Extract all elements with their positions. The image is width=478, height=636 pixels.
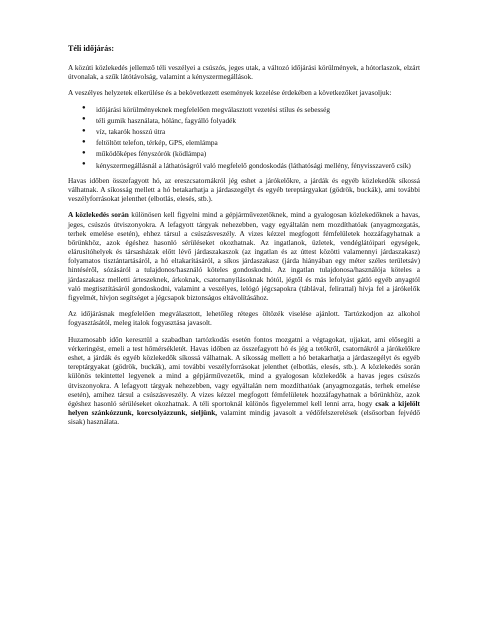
page-title: Téli időjárás: bbox=[68, 44, 114, 53]
outdoor-paragraph bbox=[68, 335, 420, 427]
bullet-icon: ● bbox=[82, 161, 86, 168]
list-item: ● kényszermegállásnál a láthatóságról való megfelelő gondoskodás (láthatósági mellény, fényvisszaverő csík) bbox=[82, 160, 411, 170]
snow-hazard-paragraph: Havas időben összefagyott hó, az ereszcsatornákról jég eshet a járókelőkre, a járdák és egyéb közlekedők síkossá válhatnak. A síkosság mellett a hó betakarhatja a járdaszegélyt és egyéb tereptárgyakat (gödrök, buckák), ami további veszélyforrásokat jelenthet (elbotlás, elesés, stb.). bbox=[68, 175, 420, 204]
list-item: ● téli gumik használata, hólánc, fagyálló folyadék bbox=[82, 115, 237, 125]
bullet-icon: ● bbox=[82, 127, 86, 134]
recommendation-list bbox=[68, 105, 420, 170]
traffic-paragraph bbox=[68, 210, 420, 302]
recommendation-paragraph: A veszélyes helyzetek elkerülése és a bekövetkezett események kezelése érdekében a következőket javasoljuk: bbox=[68, 88, 392, 98]
clothing-paragraph: Az időjárásnak megfelelően megválasztott, lehetőleg réteges öltözék viselése ajánlott. Tartózkodjon az alkohol fogyasztásától, meleg italok fogyasztása javasolt. bbox=[68, 309, 420, 328]
traffic-text: különösen kell figyelni mind a gépjárművezetőknek, mind a gyalogosan közlekedőknek a havas, jeges, csúszós útviszonyokra. A lefagyott tárgyak nehezebben, vagy egyáltalán nem mozdíthatóak (anyagmozgatás, terhek emelése esetén), ehhez társul a csúszásveszély. A vizes kézzel megfogott fémfelületek hozzáfagyhatnak a bőrünkhöz, azok égéshez hasonló sérüléseket okozhatnak. Az ingatlanok, üzletek, vendéglátóipari egységek, elárusítóhelyek és társasházak előtt lévő járdaszakaszok (az ingatlan és az úttest közötti valamennyi járdaszakasz) folyamatos tisztántartásáról, a hó eltakarításáról, a síkos járdaszakasz (járda hiányában egy méter széles területsáv) hintéséről, sózásáról a tulajdonos/használó köteles gondoskodni. Az ingatlan tulajdonosa/használója köteles a járdaszakasz melletti árteszeknek, árkoknak, csatornanyílásoknak hótól, jégtől és más lefolyást gátló egyéb anyagtól való megtisztításáról gondoskodni, valamint a veszélyes, lelógó jégcsapokra (táblával, felirattal) hívja fel a járókelők figyelmét, hívjon segítséget a jégcsapok biztonságos eltávolításához. bbox=[68, 210, 420, 303]
bullet-icon: ● bbox=[82, 105, 86, 112]
list-item: ● feltöltött telefon, térkép, GPS, elemlámpa bbox=[82, 138, 218, 148]
outdoor-text: Huzamosabb időn keresztül a szabadban tartózkodás esetén fontos mozgatni a végtagokat, ujjakat, ami elősegíti a vérkeringést, emeli a test hőmérsékletét. Havas időben az összefagyott hó és jég a tetőkről, csatornákról a járókelőkre eshet, a járdák és egyéb közlekedők síkossá válhatnak. A síkosság mellett a hó betakarhatja a járdaszegélyt és egyéb tereptárgyakat (gödrök, buckák), ami további veszélyforrásokat jelenthet (elbotlás, elesés, stb.). A közlekedés során különös tekintettel legyenek a mind a gépjárművezetők, mind a gyalogosan közlekedők a havas jeges csúszós útviszonyokra. A lefagyott tárgyak nehezebben, vagy egyáltalán nem mozdíthatóak (anyagmozgatás, terhek emelése esetén), amihez társul a csúszásveszély. A vizes kézzel megfogott fémfelületek hozzáfagyhatnak a bőrünkhöz, azok égéshez hasonló sérüléseket okozhatnak. A téli sportoknál különös figyelemmel kell lenni arra, hogy bbox=[68, 334, 420, 408]
list-item: ● időjárási körülményeknek megfelelően megválasztott vezetési stílus és sebesség bbox=[82, 104, 331, 114]
bullet-icon: ● bbox=[82, 138, 86, 145]
traffic-lead: A közlekedés során bbox=[68, 210, 129, 220]
outdoor-bold: csak a kijelölt helyen szánkózzunk, korcsolyázzunk, síeljünk, bbox=[68, 398, 420, 418]
bullet-icon: ● bbox=[82, 149, 86, 156]
list-item: ● víz, takarók hosszú útra bbox=[82, 127, 166, 137]
bullet-icon: ● bbox=[82, 116, 86, 123]
intro-paragraph: A közúti közlekedés jellemző téli veszélyei a csúszós, jeges utak, a változó időjárási körülmények, a hótorlaszok, elzárt útvonalak, a szűk látótávolság, valamint a kényszermegállások. bbox=[68, 63, 420, 82]
outdoor-tail: valamint mindig javasolt a védőfelszerelések (elsősorban fejvédő sisak) használata. bbox=[68, 408, 420, 427]
list-item: ● működőképes fényszórók (ködlámpa) bbox=[82, 149, 207, 159]
